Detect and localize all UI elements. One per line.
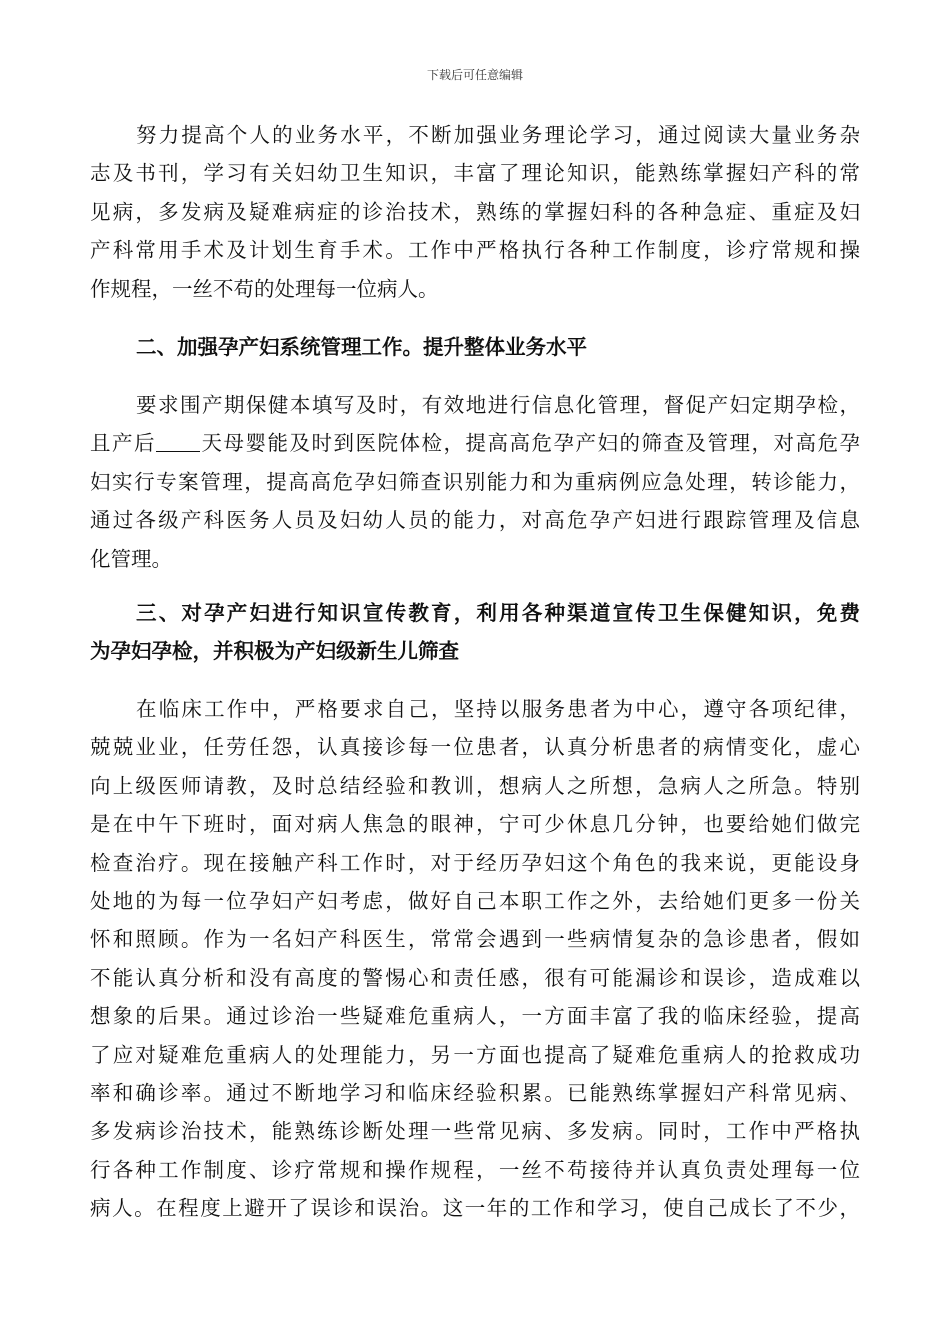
paragraph-line: 作规程，一丝不苟的处理每一位病人。 (90, 276, 439, 301)
paragraph-line: 化管理。 (90, 546, 172, 571)
paragraph-line: 兢兢业业，任劳任怨，认真接诊每一位患者，认真分析患者的病情变化，虚心 (90, 735, 860, 760)
paragraph-3 (90, 690, 860, 1227)
paragraph-line: 行各种工作制度、诊疗常规和操作规程，一丝不苟接待并认真负责处理每一位 (90, 1157, 860, 1182)
paragraph-line: 率和确诊率。通过不断地学习和临床经验积累。已能熟练掌握妇产科常见病、 (90, 1080, 860, 1105)
section-heading-3 (90, 594, 860, 671)
paragraph-text-fragment: 天母婴能及时到医院体检，提高高危孕产妇的筛查及管理，对高危孕 (200, 431, 860, 456)
page-header: 下载后可任意编辑 (426, 68, 523, 82)
paragraph-line: 多发病诊治技术，能熟练诊断处理一些常见病、多发病。同时，工作中严格执 (90, 1119, 860, 1144)
section-heading-text: 二、加强孕产妇系统管理工作。提升整体业务水平 (136, 335, 587, 359)
paragraph-line: 处地的为每一位孕妇产妇考虑，做好自己本职工作之外，去给她们更多一份关 (90, 888, 860, 913)
paragraph-line: 病人。在程度上避开了误诊和误治。这一年的工作和学习，使自己成长了不少， (90, 1196, 860, 1221)
paragraph-line: 不能认真分析和没有高度的警惕心和责任感，很有可能漏诊和误诊，造成难以 (90, 965, 860, 990)
section-heading-2 (90, 328, 860, 366)
paragraph-text-fragment: 且产后 (90, 431, 156, 456)
paragraph-line: 是在中午下班时，面对病人焦急的眼神，宁可少休息几分钟，也要给她们做完 (90, 812, 860, 837)
paragraph-line: 志及书刊，学习有关妇幼卫生知识，丰富了理论知识，能熟练掌握妇产科的常 (90, 161, 860, 186)
fill-in-blank (156, 427, 200, 452)
paragraph-1 (90, 116, 860, 308)
paragraph-line: 要求围产期保健本填写及时，有效地进行信息化管理，督促产妇定期孕检， (136, 393, 860, 417)
paragraph-line: 检查治疗。现在接触产科工作时，对于经历孕妇这个角色的我来说，更能设身 (90, 850, 860, 875)
paragraph-line: 通过各级产科医务人员及妇幼人员的能力，对高危孕产妇进行跟踪管理及信息 (90, 508, 860, 533)
paragraph-line: 向上级医师请教，及时总结经验和教训，想病人之所想，急病人之所急。特别 (90, 773, 860, 798)
section-heading-text: 三、对孕产妇进行知识宣传教育，利用各种渠道宣传卫生保健知识，免费 (136, 601, 860, 625)
paragraph-line: 努力提高个人的业务水平，不断加强业务理论学习，通过阅读大量业务杂 (136, 123, 860, 147)
paragraph-2 (90, 386, 860, 578)
paragraph-line: 在临床工作中，严格要求自己，坚持以服务患者为中心，遵守各项纪律， (136, 697, 860, 721)
paragraph-line-with-blank (90, 424, 860, 462)
paragraph-line: 了应对疑难危重病人的处理能力，另一方面也提高了疑难危重病人的抢救成功 (90, 1042, 860, 1067)
paragraph-line: 产科常用手术及计划生育手术。工作中严格执行各种工作制度，诊疗常规和操 (90, 238, 860, 263)
paragraph-line: 想象的后果。通过诊治一些疑难危重病人，一方面丰富了我的临床经验，提高 (90, 1004, 860, 1029)
section-heading-text: 为孕妇孕检，并积极为产妇级新生儿筛查 (90, 639, 459, 664)
paragraph-line: 怀和照顾。作为一名妇产科医生，常常会遇到一些病情复杂的急诊患者，假如 (90, 927, 860, 952)
paragraph-line: 妇实行专案管理，提高高危孕妇筛查识别能力和为重病例应急处理，转诊能力， (90, 469, 860, 494)
paragraph-line: 见病，多发病及疑难病症的诊治技术，熟练的掌握妇科的各种急症、重症及妇 (90, 199, 860, 224)
